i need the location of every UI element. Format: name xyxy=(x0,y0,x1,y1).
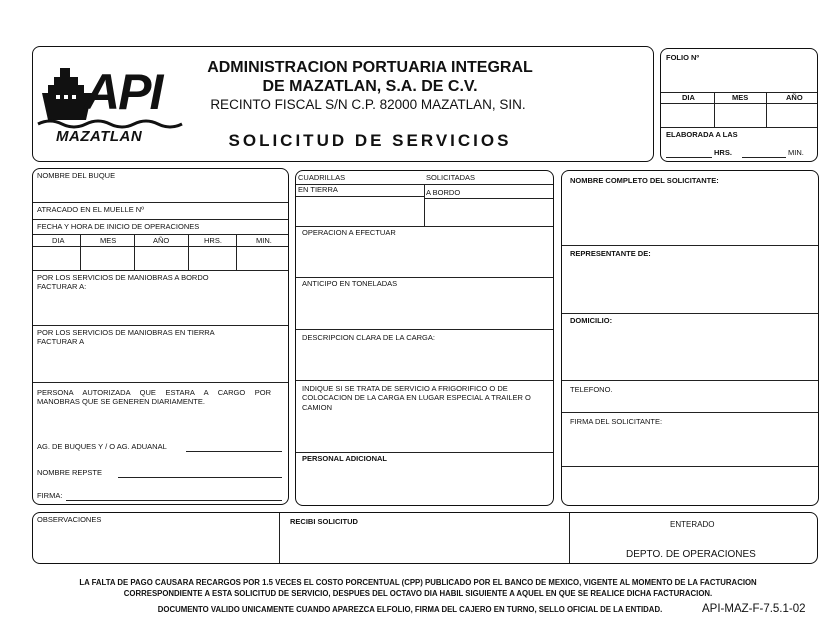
enterado-label: ENTERADO xyxy=(670,520,715,529)
firma-label: FIRMA: xyxy=(37,491,63,500)
maniobras-bordo-label: POR LOS SERVICIOS DE MANIOBRAS A BORDO FACTURAR A: xyxy=(37,273,209,292)
elaborada-label: ELABORADA A LAS xyxy=(666,130,738,139)
anticipo-label: ANTICIPO EN TONELADAS xyxy=(302,279,398,288)
a-bordo-label: A BORDO xyxy=(426,188,461,197)
solicitadas-label: SOLICITADAS xyxy=(426,173,476,182)
nombre-repste-label: NOMBRE REPSTE xyxy=(37,468,103,477)
ag-buques-label: AG. DE BUQUES Y / O AG. ADUANAL xyxy=(37,442,167,451)
descripcion-label: DESCRIPCION CLARA DE LA CARGA: xyxy=(302,333,435,342)
folio-ano: AÑO xyxy=(786,93,803,102)
right-section xyxy=(561,170,819,506)
col-dia: DIA xyxy=(52,236,65,245)
col-hrs: HRS. xyxy=(204,236,222,245)
domicilio-label: DOMICILIO: xyxy=(570,316,613,325)
nombre-solicitante-label: NOMBRE COMPLETO DEL SOLICITANTE: xyxy=(570,176,719,185)
folio-dia: DIA xyxy=(682,93,695,102)
col-mes: MES xyxy=(100,236,117,245)
firma-solicitante-label: FIRMA DEL SOLICITANTE: xyxy=(570,417,663,426)
nombre-buque-label: NOMBRE DEL BUQUE xyxy=(37,171,116,180)
col-min: MIN. xyxy=(256,236,272,245)
persona-autorizada-label: PERSONA AUTORIZADA QUE ESTARA A CARGO POR MANOBRAS QUE SE GENEREN DIARIAMENTE. xyxy=(37,388,271,407)
logo-text: API xyxy=(84,64,162,120)
observaciones-label: OBSERVACIONES xyxy=(37,515,102,524)
folio-box xyxy=(660,48,818,162)
atracado-label: ATRACADO EN EL MUELLE Nº xyxy=(37,205,144,214)
hrs-label: HRS. xyxy=(714,148,732,157)
api-logo xyxy=(36,62,196,146)
operacion-label: OPERACION A EFECTUAR xyxy=(302,228,396,237)
en-tierra-label: EN TIERRA xyxy=(298,185,338,194)
org-address: RECINTO FISCAL S/N C.P. 82000 MAZATLAN, SIN. xyxy=(210,97,526,112)
col-ano: AÑO xyxy=(153,236,170,245)
form-title: SOLICITUD DE SERVICIOS xyxy=(228,131,512,150)
logo-subtext: MAZATLAN xyxy=(56,128,143,145)
depto-label: DEPTO. DE OPERACIONES xyxy=(626,549,756,560)
maniobras-tierra-label: POR LOS SERVICIOS DE MANIOBRAS EN TIERRA FACTURAR A xyxy=(37,328,215,347)
footer-line2: CORRESPONDIENTE A ESTA SOLICITUD DE SERVICIO, DESPUES DEL OCTAVO DIA HABIL SIGUIENTE A AQUEL EN QUE SE REALICE DICHA FACTURACION. xyxy=(123,589,713,598)
recibi-label: RECIBI SOLICITUD xyxy=(290,517,358,526)
telefono-label: TELEFONO. xyxy=(570,385,613,394)
indique-label: INDIQUE SI SE TRATA DE SERVICIO A FRIGORIFICO O DE COLOCACION DE LA CARGA EN LUGAR ESPECIAL A TRAILER O CAMION xyxy=(302,384,531,412)
footer-line1: LA FALTA DE PAGO CAUSARA RECARGOS POR 1.5 VECES EL COSTO PORCENTUAL (CPP) PUBLICADO POR EL BANCO DE MEXICO, VIGENTE AL MOMENTO DE LA FACTURACION xyxy=(79,578,757,587)
form-code: API-MAZ-F-7.5.1-02 xyxy=(702,603,806,615)
representante-label: REPRESENTANTE DE: xyxy=(570,249,651,258)
footer-line3: DOCUMENTO VALIDO UNICAMENTE CUANDO APAREZCA ELFOLIO, FIRMA DEL CAJERO EN TURNO, SELLO OFICIAL DE LA ENTIDAD. xyxy=(157,605,663,614)
cuadrillas-label: CUADRILLAS xyxy=(298,173,346,182)
personal-label: PERSONAL ADICIONAL xyxy=(302,454,388,463)
org-name-line2: DE MAZATLAN, S.A. DE C.V. xyxy=(262,78,478,95)
folio-label: FOLIO Nº xyxy=(666,53,700,62)
fecha-hora-label: FECHA Y HORA DE INICIO DE OPERACIONES xyxy=(37,222,200,231)
folio-mes: MES xyxy=(732,93,749,102)
org-name-line1: ADMINISTRACION PORTUARIA INTEGRAL xyxy=(207,59,533,76)
min-label: MIN. xyxy=(788,148,804,157)
